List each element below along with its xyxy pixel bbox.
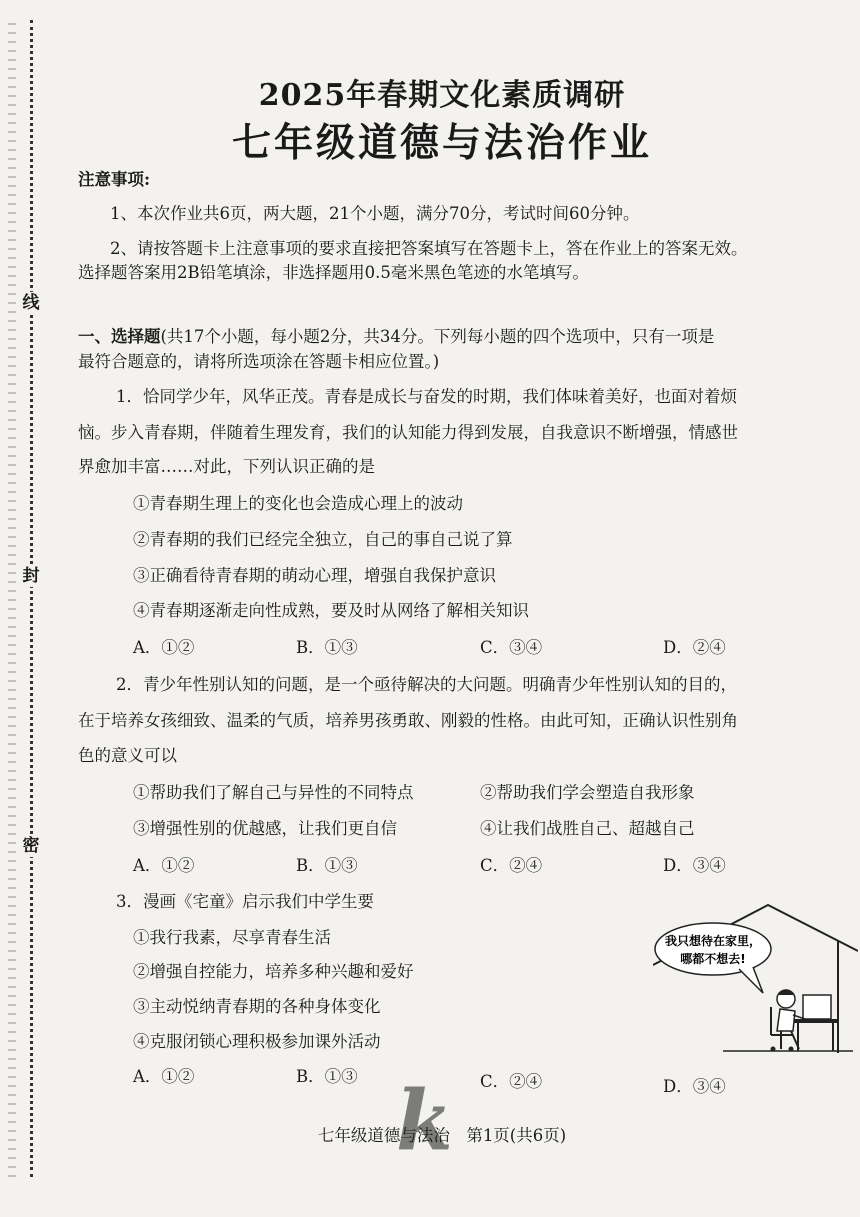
binding-dotted-line	[30, 20, 33, 1177]
q1-stem-3: 界愈加丰富……对此，下列认识正确的是	[78, 457, 375, 476]
q2-stem-1: 2．青少年性别认知的问题，是一个亟待解决的大问题。明确青少年性别认知的目的，	[116, 675, 737, 694]
q1-option-b: B．①③	[296, 638, 358, 657]
q3-option-d: D．③④	[663, 1077, 726, 1096]
q2-stem-3: 色的意义可以	[78, 746, 177, 765]
notice-line-2: 2、请按答题卡上注意事项的要求直接把答案填写在答题卡上，答在作业上的答案无效。	[110, 239, 748, 258]
binding-pattern	[8, 20, 16, 1177]
notice-heading: 注意事项:	[78, 170, 151, 189]
section-heading-label: 一、选择题	[78, 327, 161, 346]
q1-option-c: C．③④	[480, 638, 543, 657]
q1-stem-2: 恼。步入青春期，伴随着生理发育，我们的认知能力得到发展，自我意识不断增强，情感世	[78, 423, 738, 442]
q2-option-d: D．③④	[663, 856, 726, 875]
q3-item-3: ③主动悦纳青春期的各种身体变化	[133, 997, 381, 1016]
exam-title: 2025年春期文化素质调研	[258, 78, 626, 113]
q2-item-4: ④让我们战胜自己、超越自己	[480, 819, 695, 838]
q2-item-1: ①帮助我们了解自己与异性的不同特点	[133, 783, 414, 802]
q1-option-d: D．②④	[663, 638, 726, 657]
q3-option-a: A．①②	[133, 1067, 195, 1086]
q2-item-3: ③增强性别的优越感，让我们更自信	[133, 819, 397, 838]
q2-item-2: ②帮助我们学会塑造自我形象	[480, 783, 695, 802]
section-heading-text: (共17个小题，每小题2分，共34分。下列每小题的四个选项中，只有一项是	[160, 327, 715, 346]
q3-option-b: B．①③	[296, 1067, 358, 1086]
binding-char-secret: 密	[20, 835, 42, 857]
q2-stem-2: 在于培养女孩细致、温柔的气质，培养男孩勇敢、刚毅的性格。由此可知，正确认识性别角	[78, 711, 738, 730]
q3-item-1: ①我行我素，尽享青春生活	[133, 928, 331, 947]
q3-option-c: C．②④	[480, 1072, 543, 1091]
q1-stem-1: 1．恰同学少年，风华正茂。青春是成长与奋发的时期，我们体味着美好，也面对着烦	[116, 387, 737, 406]
q1-item-1: ①青春期生理上的变化也会造成心理上的波动	[133, 494, 463, 513]
watermark-k-logo: k	[396, 1073, 453, 1169]
binding-margin	[0, 0, 60, 1217]
q1-item-4: ④青春期逐渐走向性成熟，要及时从网络了解相关知识	[133, 601, 529, 620]
q3-item-2: ②增强自控能力，培养多种兴趣和爱好	[133, 962, 414, 981]
q3-stem: 3．漫画《宅童》启示我们中学生要	[116, 892, 374, 911]
section-heading-line2: 最符合题意的，请将所选项涂在答题卡相应位置。)	[78, 352, 440, 371]
section-heading	[78, 325, 714, 349]
q3-item-4: ④克服闭锁心理积极参加课外活动	[133, 1032, 381, 1051]
notice-line-1: 1、本次作业共6页，两大题，21个小题，满分70分，考试时间60分钟。	[110, 204, 640, 223]
cartoon-stay-home	[653, 903, 858, 1053]
cartoon-bubble-line-2: 哪都不想去!	[680, 952, 746, 966]
exam-subtitle: 七年级道德与法治作业	[231, 120, 652, 166]
page-footer: 七年级道德与法治 第1页(共6页)	[317, 1126, 567, 1145]
binding-char-line: 线	[20, 292, 42, 314]
q2-option-a: A．①②	[133, 856, 195, 875]
q2-option-c: C．②④	[480, 856, 543, 875]
notice-line-3: 选择题答案用2B铅笔填涂，非选择题用0.5毫米黑色笔迹的水笔填写。	[78, 263, 589, 282]
q1-option-a: A．①②	[133, 638, 195, 657]
cartoon-bubble-line-1: 我只想待在家里，	[664, 934, 762, 948]
q2-option-b: B．①③	[296, 856, 358, 875]
q1-item-3: ③正确看待青春期的萌动心理，增强自我保护意识	[133, 566, 496, 585]
binding-char-seal: 封	[20, 565, 42, 587]
q1-item-2: ②青春期的我们已经完全独立，自己的事自己说了算	[133, 530, 513, 549]
